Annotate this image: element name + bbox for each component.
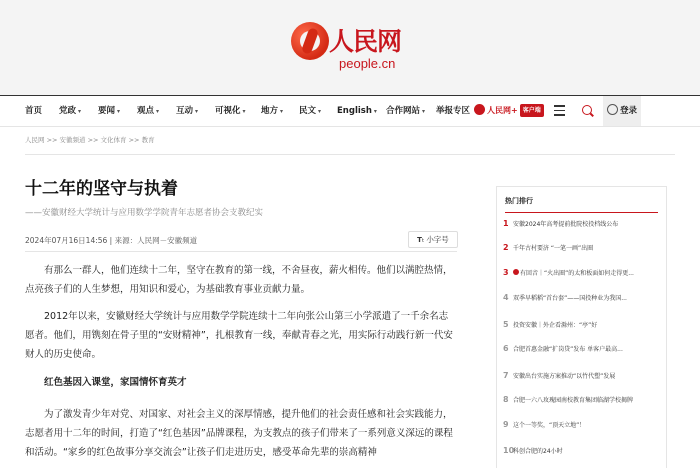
login-button[interactable]: 登录	[603, 96, 641, 126]
nav-item-interact[interactable]: 互动 ▾	[176, 106, 199, 116]
hot-item[interactable]: 7 安徽出台实施方案推动“以竹代塑”发展	[503, 371, 616, 380]
chevron-down-icon: ▾	[78, 108, 82, 115]
nav-item-party[interactable]: 党政 ▾	[59, 106, 82, 116]
section-heading: 红色基因入课堂，家国情怀育英才	[44, 377, 187, 388]
nav-item-home[interactable]: 首页	[25, 106, 43, 116]
breadcrumb[interactable]: 人民网 >> 安徽频道 >> 文化体育 >> 教育	[25, 136, 155, 144]
chevron-down-icon: ▾	[373, 108, 377, 115]
people-logo[interactable]	[291, 20, 409, 70]
chevron-down-icon: ▾	[280, 108, 284, 115]
font-size-toggle[interactable]: Tt 小字号	[408, 231, 458, 248]
nav-item-english[interactable]: English ▾	[337, 106, 377, 116]
nav-item-partners[interactable]: 合作网站 ▾	[386, 106, 426, 116]
hot-ranking-title: 热门排行	[505, 197, 533, 205]
hot-item[interactable]: 10科创合肥的24小时	[503, 446, 563, 455]
article-paragraph: 为了激发青少年对党、对国家、对社会主义的深厚情感，提升他们的社会责任感和社会实践能力，志愿者用十二年的时间，打造了“红色基因”品牌课程，为支教点的孩子们带来了一系列意义深远的课程和活动。“家乡的红色故事分享交流会”让孩子们走进历史，感受革命先辈的崇高精神	[25, 409, 453, 458]
nav-item-news[interactable]: 要闻 ▾	[98, 106, 121, 116]
site-header	[0, 0, 700, 95]
hot-item[interactable]: 8 合肥一六八玫瑰园南校教育集团临湖学校揭牌	[503, 395, 634, 404]
people-logo-icon	[291, 22, 329, 60]
app-download-link[interactable]: 人民网+ 客户端	[474, 104, 544, 117]
people-app-icon	[513, 269, 519, 275]
nav-item-report[interactable]: 举报专区	[436, 106, 471, 116]
chevron-down-icon: ▾	[117, 108, 121, 115]
hot-ranking-panel	[496, 186, 667, 468]
hot-item[interactable]: 5 投资安徽｜外企看滁州：“亭”好	[503, 320, 598, 329]
article-paragraph: 2012年以来，安徽财经大学统计与应用数学学院连续十二年向张公山第三小学派遣了一千余名志愿者。他们，用镌刻在骨子里的“安财精神”，扎根教育一线，奉献青春之光，用实际行动践行新一代安财人的历史使命。	[25, 311, 453, 360]
hot-item[interactable]: 1 安徽2024年高考提前批院校投档线公布	[503, 219, 619, 228]
divider	[25, 154, 675, 155]
hot-item[interactable]: 2 千年古村要济 “一笔一画”出圈	[503, 243, 594, 252]
article-meta: 2024年07月16日14:56 | 来源：人民网－安徽频道	[25, 236, 198, 245]
chevron-down-icon: ▾	[318, 108, 322, 115]
article-subtitle: ——安徽财经大学统计与应用数学学院青年志愿者协会支教纪实	[25, 208, 264, 218]
search-icon[interactable]	[582, 105, 592, 115]
chevron-down-icon: ▾	[195, 108, 199, 115]
nav-item-opinion[interactable]: 观点 ▾	[137, 106, 160, 116]
hot-item[interactable]: 9 这个一等奖，“顶天立地”！	[503, 420, 586, 429]
hot-item[interactable]: 4 双季早稻稻“首台套”——国投种业为我国...	[503, 293, 627, 302]
user-icon	[607, 104, 618, 115]
article-title: 十二年的坚守与执着	[25, 179, 178, 199]
chevron-down-icon: ▾	[422, 108, 426, 115]
article-paragraph: 有那么一群人，他们连续十二年，坚守在教育的第一线，不舍昼夜，薪火相传。他们以满腔热情，点亮孩子们的人生梦想，用知识和爱心，为基础教育事业贡献力量。	[25, 265, 453, 295]
nav-item-visual[interactable]: 可视化 ▾	[215, 106, 246, 116]
logo-cn-text: 人民网	[329, 27, 402, 56]
logo-en-text: people.cn	[339, 56, 396, 71]
divider	[505, 212, 658, 213]
chevron-down-icon: ▾	[156, 108, 160, 115]
menu-icon[interactable]	[554, 105, 565, 116]
hot-item[interactable]: 6 合肥首惠金融“扩岗贷”发布 单客户最高...	[503, 344, 623, 353]
people-app-icon	[474, 104, 485, 115]
nav-item-local[interactable]: 地方 ▾	[261, 106, 284, 116]
nav-item-ethnic[interactable]: 民文 ▾	[299, 106, 322, 116]
chevron-down-icon: ▾	[242, 108, 246, 115]
main-nav	[0, 95, 700, 127]
hot-item[interactable]: 3 有回音｜“火出圈”的太和板面如何走得更...	[503, 268, 634, 277]
divider	[25, 251, 457, 252]
